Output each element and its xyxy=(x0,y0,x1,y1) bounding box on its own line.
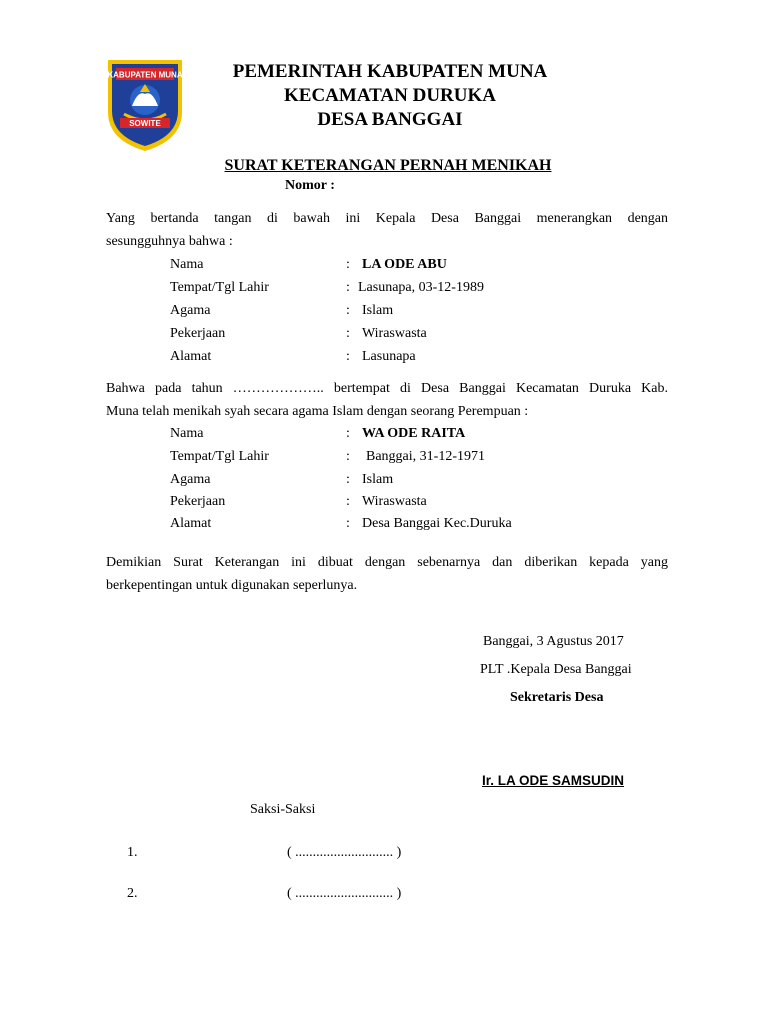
kabupaten-muna-emblem-icon xyxy=(102,54,188,154)
witness-number: 1. xyxy=(127,845,138,860)
signature-role: Sekretaris Desa xyxy=(510,690,604,705)
witness-signature-blank: ( ............................ ) xyxy=(287,886,402,901)
field-label: Agama xyxy=(170,472,211,487)
logo-text-bottom: SOWITE xyxy=(129,119,161,128)
closing-line1: Demikian Surat Keterangan ini dibuat dengan sebenarnya dan diberikan kepada yang xyxy=(106,555,668,570)
witness-number: 2. xyxy=(127,886,138,901)
field-label: Tempat/Tgl Lahir xyxy=(170,449,269,464)
field-label: Pekerjaan xyxy=(170,326,226,341)
field-value: Banggai, 31-12-1971 xyxy=(366,449,485,464)
signature-place-date: Banggai, 3 Agustus 2017 xyxy=(483,634,624,649)
field-value: Desa Banggai Kec.Duruka xyxy=(362,516,512,531)
field-label: Pekerjaan xyxy=(170,494,226,509)
document-number-label: Nomor : xyxy=(285,178,335,193)
field-value: Wiraswasta xyxy=(362,326,427,341)
logo-text-top: KABUPATEN MUNA xyxy=(107,70,183,80)
field-label: Alamat xyxy=(170,516,212,531)
header-line1: PEMERINTAH KABUPATEN MUNA xyxy=(232,61,548,82)
field-value: Islam xyxy=(362,303,394,318)
intro-line2: sesungguhnya bahwa : xyxy=(106,234,233,249)
field-value: LA ODE ABU xyxy=(362,257,447,272)
field-value: Islam xyxy=(362,472,394,487)
field-label: Nama xyxy=(170,257,204,272)
intro-line1: Yang bertanda tangan di bawah ini Kepala Desa Banggai menerangkan dengan xyxy=(106,211,668,226)
field-value: WA ODE RAITA xyxy=(362,426,466,441)
signature-name: Ir. LA ODE SAMSUDIN xyxy=(482,773,625,788)
middle-line1: Bahwa pada tahun ……………….. bertempat di Desa Banggai Kecamatan Duruka Kab. xyxy=(106,381,668,396)
field-label: Agama xyxy=(170,303,211,318)
field-label: Alamat xyxy=(170,349,212,364)
header-line2: KECAMATAN DURUKA xyxy=(284,85,496,106)
field-value: Wiraswasta xyxy=(362,494,427,509)
closing-line2: berkepentingan untuk digunakan seperlunya. xyxy=(106,578,358,593)
field-label: Tempat/Tgl Lahir xyxy=(170,280,269,295)
document-title: SURAT KETERANGAN PERNAH MENIKAH xyxy=(224,157,552,174)
witness-heading: Saksi-Saksi xyxy=(250,802,316,817)
field-value: Lasunapa, 03-12-1989 xyxy=(358,280,484,295)
header-line3: DESA BANGGAI xyxy=(317,109,463,130)
field-label: Nama xyxy=(170,426,204,441)
signature-position: PLT .Kepala Desa Banggai xyxy=(480,662,632,677)
middle-line2: Muna telah menikah syah secara agama Islam dengan seorang Perempuan : xyxy=(106,404,529,419)
witness-signature-blank: ( ............................ ) xyxy=(287,845,402,860)
field-value: Lasunapa xyxy=(362,349,416,364)
